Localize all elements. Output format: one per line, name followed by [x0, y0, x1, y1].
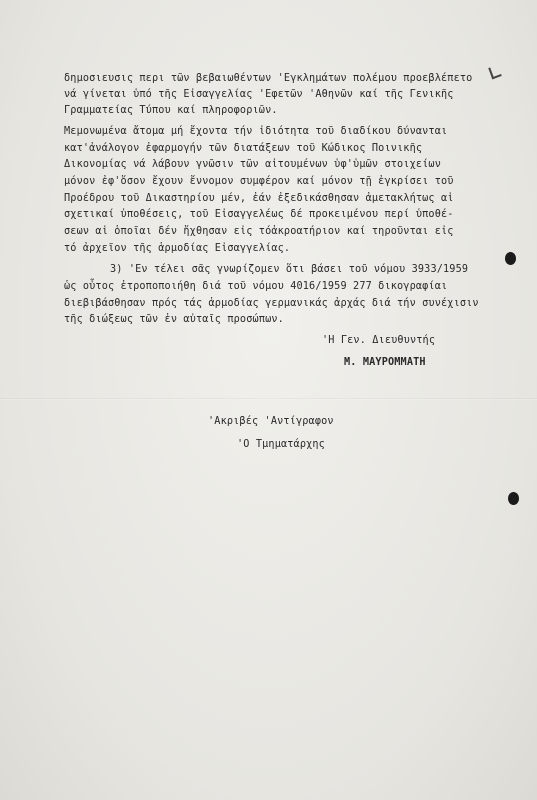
- body-line-3: Γραμματείας Τύπου καί πληροφοριῶν.: [64, 105, 278, 116]
- body-line-4: Μεμονωμένα ἄτομα μή ἔχοντα τήν ἰδιότητα τοῦ διαδίκου δύνανται: [64, 126, 448, 137]
- body-line-15: τῆς διώξεως τῶν ἐν αὐταῖς προσώπων.: [64, 314, 284, 325]
- punch-hole: [505, 252, 516, 265]
- body-line-5: κατ'ἀνάλογον ἐφαρμογήν τῶν διατάξεων τοῦ Κώδικος Ποινικῆς: [64, 143, 423, 154]
- handwritten-tick-mark: [488, 65, 502, 80]
- punch-hole: [508, 492, 519, 505]
- certified-copy-label: 'Ακριβές 'Αντίγραφον: [208, 416, 334, 427]
- body-line-10: σεων αἱ ὁποῖαι δέν ἤχθησαν εἰς τόἀκροατήριον καί τηροῦνται εἰς: [64, 226, 454, 237]
- body-line-7: μόνον ἐφ'ὅσον ἔχουν ἔννομον συμφέρον καί μόνον τῇ ἐγκρίσει τοῦ: [64, 176, 454, 187]
- body-line-9: σχετικαί ὑποθέσεις, τοῦ Εἰσαγγελέως δέ προκειμένου περί ὑποθέ-: [64, 209, 454, 220]
- section-head-label: 'Ο Τμηματάρχης: [237, 439, 325, 450]
- signature-title: 'Η Γεν. Διευθυντής: [322, 335, 436, 346]
- body-line-13: ὡς οὗτος ἐτροποποιήθη διά τοῦ νόμου 4016/1959 277 δικογραφίαι: [64, 281, 448, 292]
- body-line-14: διεβιβάσθησαν πρός τάς ἁρμοδίας γερμανικάς ἀρχάς διά τήν συνέχισιν: [64, 298, 479, 309]
- body-line-1: δημοσιευσις περι τῶν βεβαιωθέντων 'Εγκλημάτων πολέμου προεβλέπετο: [64, 73, 473, 84]
- body-line-6: Δικονομίας νά λάβουν γνῶσιν τῶν αἰτουμένων ὑφ'ὑμῶν στοιχείων: [64, 159, 442, 170]
- body-line-8: Προέδρου τοῦ Δικαστηρίου μέν, ἐάν ἐξεδικάσθησαν ἀμετακλήτως αἱ: [64, 193, 454, 204]
- signature-name: Μ. ΜΑΥΡΟΜΜΑΤΗ: [344, 357, 426, 368]
- page-fold: [0, 398, 537, 400]
- body-line-2: νά γίνεται ὑπό τῆς Εἰσαγγελίας 'Εφετῶν 'Αθηνῶν καί τῆς Γενικῆς: [64, 89, 454, 100]
- body-line-11: τό ἀρχεῖον τῆς ἁρμοδίας Εἰσαγγελίας.: [64, 243, 291, 254]
- body-line-12: 3) 'Εν τέλει σᾶς γνωρίζομεν ὅτι βάσει τοῦ νόμου 3933/1959: [110, 264, 469, 275]
